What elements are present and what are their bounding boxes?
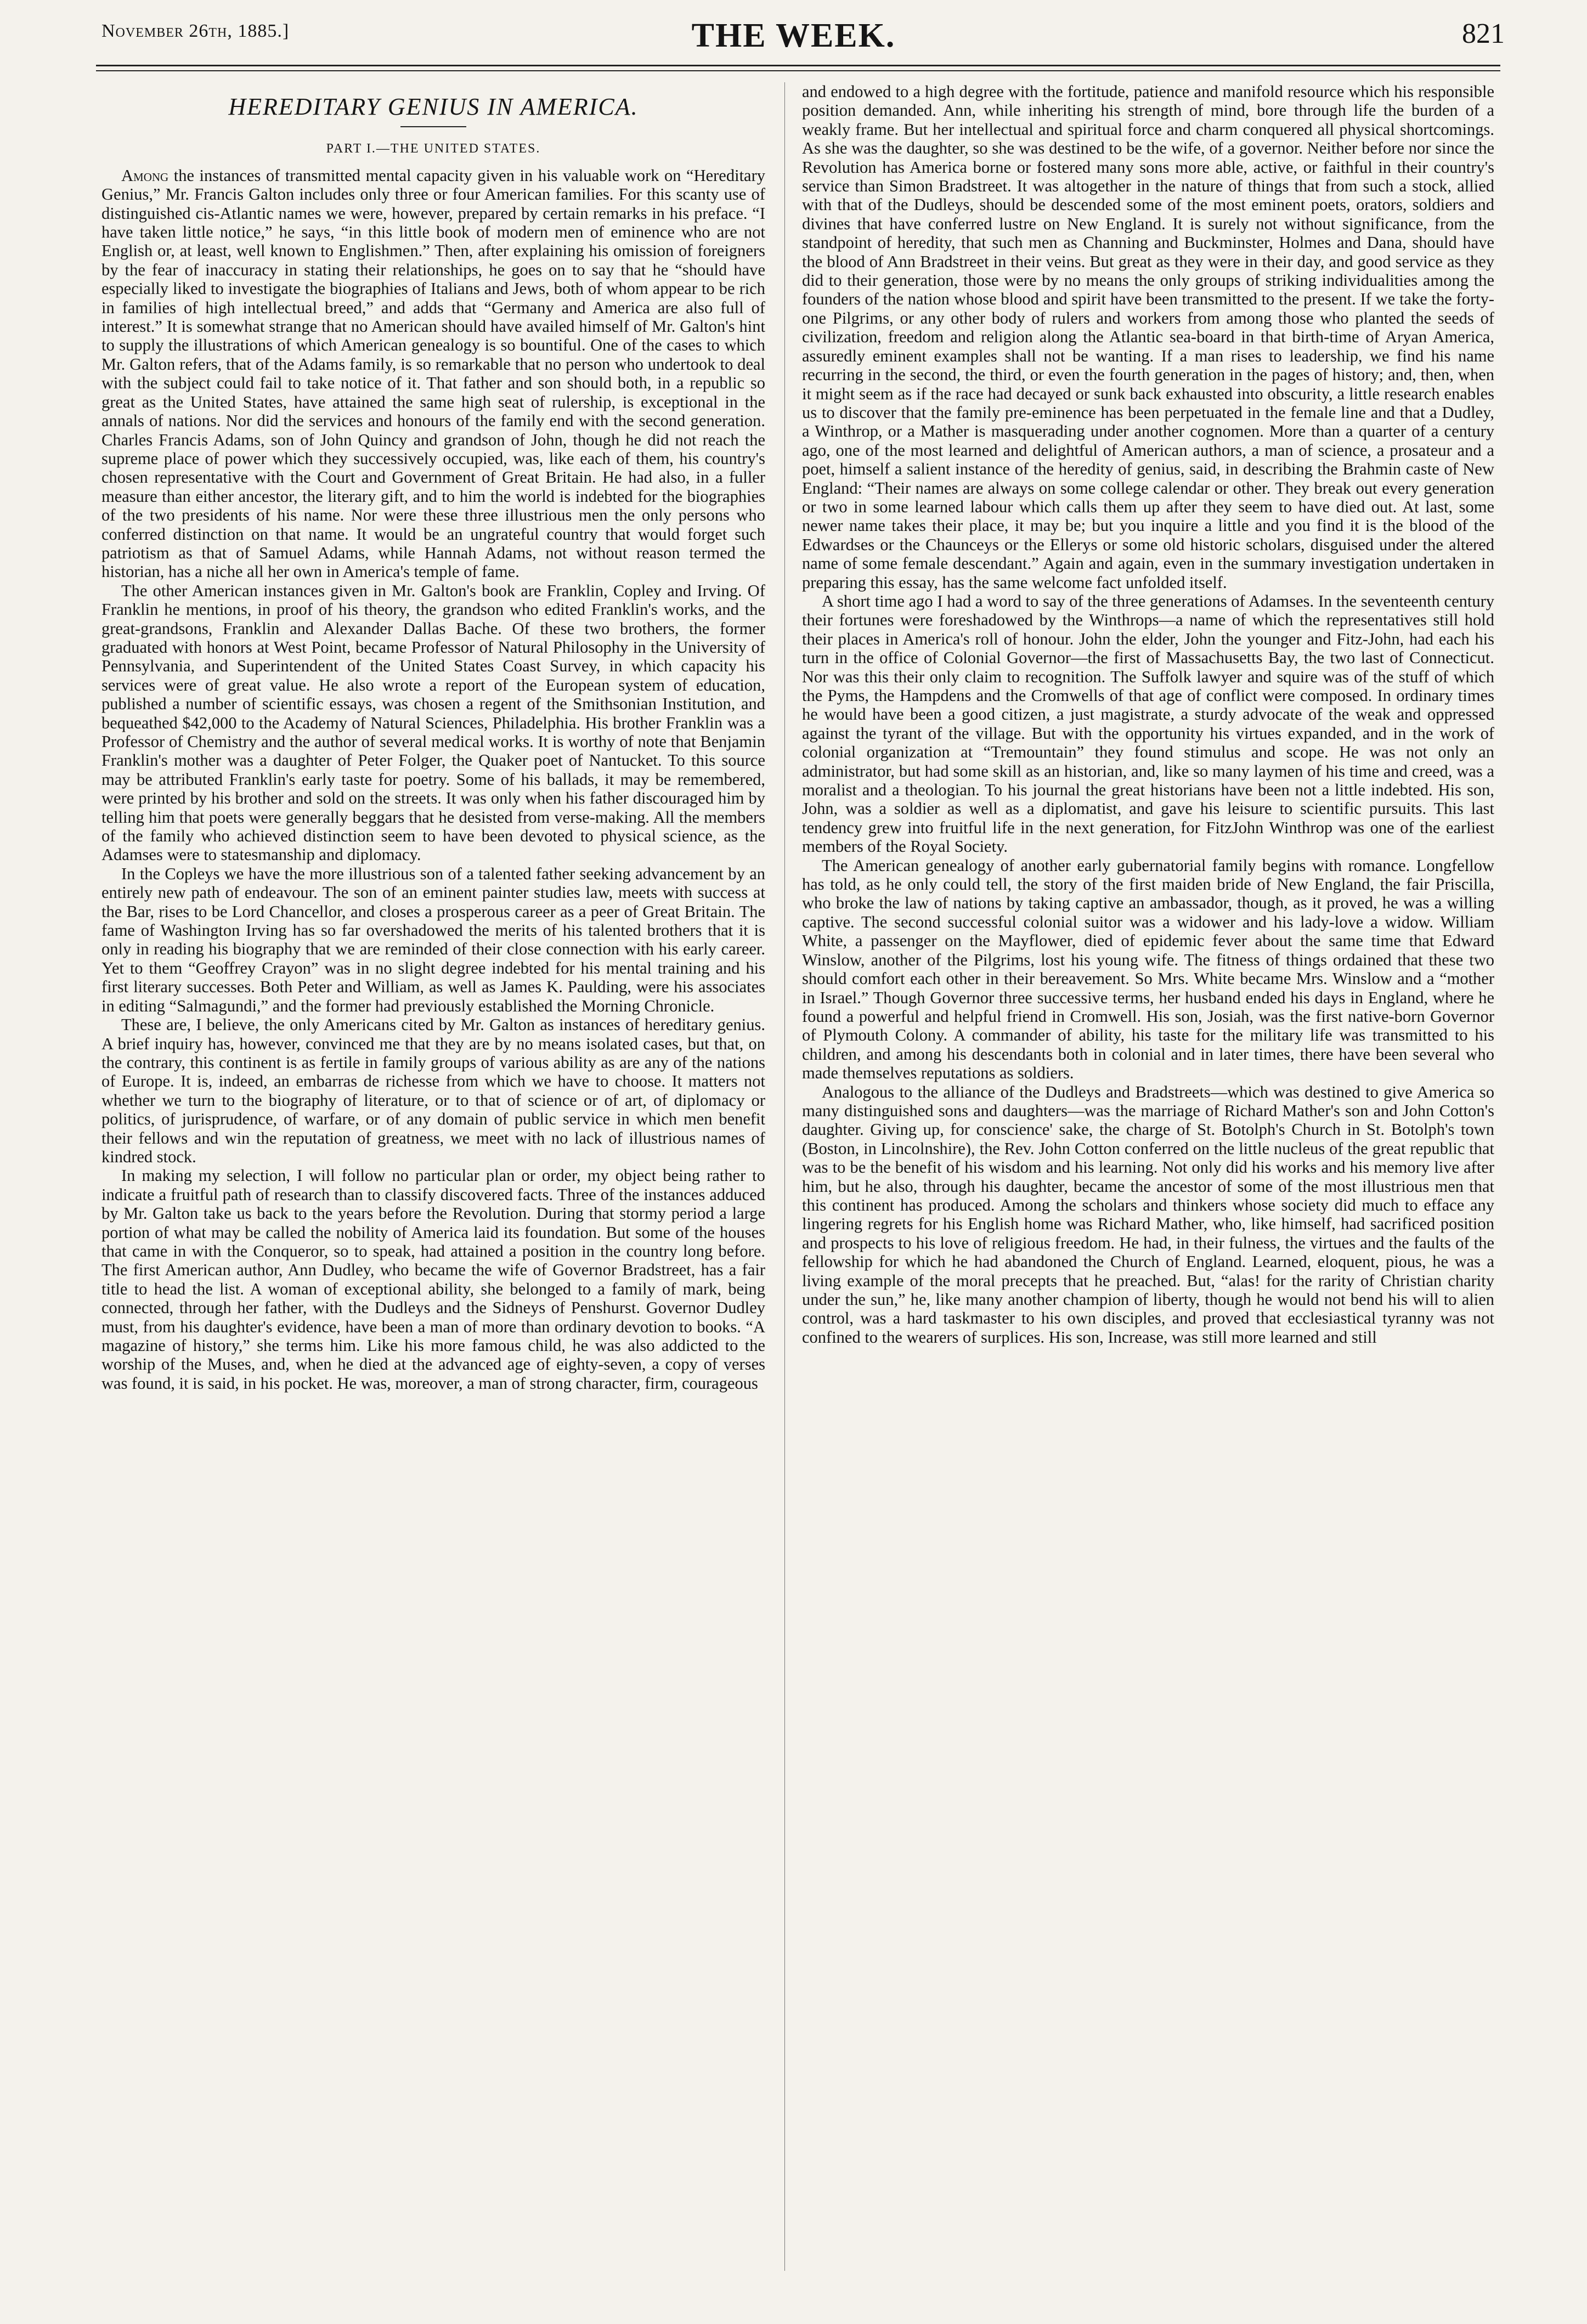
paragraph-text: the instances of transmitted mental capacity given in his valuable work on “Hereditary Genius,” Mr. Francis Galton includes only three or four American families. For this scanty use of distinguished cis-Atlantic names we were, however, prepared by certain remarks in his preface. “I have taken little notice,” he says, “in this little book of modern men of eminence who are not English or, at least, well known to Englishmen.” Then, after explaining his omission of foreigners by the fear of inaccuracy in stating their relationships, he goes on to say that he “should have especially liked to investigate the biographies of Italians and Jews, both of whom appear to be rich in families of high intellectual breed,” and adds that “Germany and America are also full of interest.” It is somewhat strange that no American should have availed himself of Mr. Galton's hint to supply the illustrations of which American genealogy is so bountiful. One of the cases to which Mr. Galton refers, that of the Adams family, is so remarkable that no person who undertook to deal with the subject could fail to take notice of it. That father and son should both, in a republic so great as the United States, have attained the same high seat of rulership, is exceptional in the annals of nations. Nor did the services and honours of the family end with the second generation. Charles Francis Adams, son of John Quincy and grandson of John, though he did not reach the supreme place of power which they successively occupied, was, like each of them, his country's chosen representative with the Court and Government of Great Britain. He had also, in a fuller measure than either ancestor, the literary gift, and to him the world is indebted for the biographies of the two presidents of his name. Nor were these three illustrious men the only persons who conferred distinction on that name. It would be an ungrateful country that would forget such patriotism as that of Samuel Adams, while Hannah Adams, not without reason termed the historian, has a niche all her own in America's temple of fame. [101,166,765,581]
article-paragraph [802,1083,1494,1347]
article-part-heading: PART I.—THE UNITED STATES. [326,142,541,156]
paragraph-text: A short time ago I had a word to say of the three generations of Adamses. In the seventeenth century their fortunes were foreshadowed by the Winthrops—a name of which the representatives still hold their places in America's roll of honour. John the elder, John the younger and Fitz-John, had each his turn in the office of Colonial Governor—the first of Massachusetts Bay, the two last of Connecticut. Nor was this their only claim to recognition. The Suffolk lawyer and squire was of the stuff of which the Pyms, the Hampdens and the Cromwells of that age of conflict were composed. In ordinary times he would have been a good citizen, a just magistrate, a sturdy advocate of the weak and oppressed against the tyrant of the village. But with the opportunity his virtues expanded, and in the work of colonial organization at “Tremountain” they found stimulus and scope. He was not only an administrator, but had some skill as an historian, and, like so many laymen of his time and creed, was a moralist and a theologian. To his journal the great historians have been not a little indebted. His son, John, was a soldier as well as a diplomatist, and gave his leisure to scientific pursuits. This last tendency grew into fruitful life in the next generation, for FitzJohn Winthrop was one of the earliest members of the Royal Society. [802,591,1494,856]
paragraph-lead-word: Among [121,166,169,185]
masthead-title: THE WEEK. [691,17,896,54]
article-paragraph [101,864,765,1015]
header-rule-thin [96,70,1500,71]
article-paragraph [101,1166,765,1393]
paragraph-text: These are, I believe, the only Americans cited by Mr. Galton as instances of hereditary genius. A brief inquiry has, however, convinced me that they are by no means isolated cases, but that, on the contrary, this continent is as fertile in family groups of various ability as are any of the nations of Europe. It is, indeed, an embarras de richesse from which we have to choose. It matters not whether we turn to the biography of literature, or to that of science or of art, of diplomacy or politics, of jurisprudence, of warfare, or of any domain of public service in which men benefit their fellows and win the reputation of greatness, we meet with no lack of illustrious names of kindred stock. [101,1015,765,1166]
article-paragraph [101,166,765,581]
article-paragraph [802,592,1494,856]
article-paragraph [101,1015,765,1166]
paragraph-text: The other American instances given in Mr. Galton's book are Franklin, Copley and Irving. Of Franklin he mentions, in proof of his theory, the grandson who edited Franklin's works, and the great-grandsons, Franklin and Alexander Dallas Bache. Of these two brothers, the former graduated with honors at West Point, became Professor of Natural Philosophy in the University of Pennsylvania, and Superintendent of the United States Coast Survey, in which capacity his services were of great value. He also wrote a report of the European system of education, published a number of scientific essays, was chosen a regent of the Smithsonian Institution, and bequeathed $42,000 to the Academy of Natural Sciences, Philadelphia. His brother Franklin was a Professor of Chemistry and the author of several medical works. It is worthy of note that Benjamin Franklin's mother was a daughter of Peter Folger, the Quaker poet of Nantucket. To this source may be attributed Franklin's early taste for poetry. Some of his ballads, it may be remembered, were printed by his brother and sold on the streets. It was only when his father discouraged him by telling him that poets were generally beggars that he desisted from verse-making. All the members of the family who achieved distinction seem to have been devoted to physical science, as the Adamses were to statesmanship and diplomacy. [101,581,765,864]
page-number: 821 [1462,18,1505,49]
issue-date: November 26th, 1885.] [101,21,290,41]
header-rule [96,65,1500,66]
column-divider [784,82,785,2271]
paragraph-text: In making my selection, I will follow no particular plan or order, my object being rather to indicate a fruitful path of research than to classify discovered facts. Three of the instances adduced by Mr. Galton take us back to the years before the Revolution. During that stormy period a large portion of what may be called the nobility of America laid its foundation. But some of the houses that came in with the Conqueror, so to speak, had attained a position in the country long before. The first American author, Ann Dudley, who became the wife of Governor Bradstreet, has a fair title to head the list. A woman of exceptional ability, she belonged to a family of mark, being connected, through her father, with the Dudleys and the Sidneys of Penshurst. Governor Dudley must, from his daughter's evidence, have been a man of more than ordinary devotion to books. “A magazine of history,” she terms him. Like his more famous child, he was also addicted to the worship of the Muses, and, when he died at the advanced age of eighty-seven, a copy of verses was found, it is said, in his pocket. He was, moreover, a man of strong character, firm, courageous [101,1166,765,1393]
article-title: HEREDITARY GENIUS IN AMERICA. [228,93,639,120]
paragraph-text: Analogous to the alliance of the Dudleys and Bradstreets—which was destined to give America so many distinguished sons and daughters—was the marriage of Richard Mather's son and John Cotton's daughter. Giving up, for conscience' sake, the charge of St. Botolph's Church in St. Botolph's town (Boston, in Lincolnshire), the Rev. John Cotton conferred on the little nucleus of the great republic that was to be the benefit of his wisdom and his learning. Not only did his works and his memory live after him, but he also, through his daughter, became the ancestor of some of the most illustrious men that this continent has produced. Among the scholars and thinkers whose society did much to efface any lingering regrets for his English home was Richard Mather, who, like himself, had sacrificed position and prospects to his love of religious freedom. He had, in their fulness, the virtues and the faults of the fellowship for which he had abandoned the Church of England. Learned, eloquent, pious, he was a living example of the moral precepts that he preached. But, “alas! for the rarity of Christian charity under the sun,” he, like many another champion of liberty, though he would not bend his will to alien control, was a hard taskmaster to his own disciples, and proved that ecclesiastical tyranny was not confined to the wearers of surplices. His son, Increase, was still more learned and still [802,1082,1494,1347]
left-column [101,82,765,2293]
paragraph-text: In the Copleys we have the more illustrious son of a talented father seeking advancement by an entirely new path of endeavour. The son of an eminent painter studies law, meets with success at the Bar, rises to be Lord Chancellor, and closes a prosperous career as a peer of Great Britain. The fame of Washington Irving has so far overshadowed the merits of his talented brothers that it is only in reading his biography that we are reminded of their close connection with his early career. Yet to them “Geoffrey Crayon” was in no slight degree indebted for his mental training and his first literary successes. Both Peter and William, as well as James K. Paulding, were his associates in editing “Salmagundi,” and the former had previously established the Morning Chronicle. [101,864,765,1015]
article-paragraph [101,581,765,864]
article-paragraph [802,856,1494,1083]
right-column [802,82,1494,2293]
paragraph-text: The American genealogy of another early gubernatorial family begins with romance. Longfellow has told, as he only could tell, the story of the first maiden bride of New England, the fair Priscilla, who broke the law of nations by taking captive an ambassador, though, as it proved, he was a willing captive. The second successful colonial suitor was a widower and his lady-love a widow. William White, a passenger on the Mayflower, died of epidemic fever about the same time that Edward Winslow, another of the Pilgrims, lost his young wife. The fitness of things ordained that these two should comfort each other in their bereavement. So Mrs. White became Mrs. Winslow and a “mother in Israel.” Though Governor three successive terms, her husband ended his days in England, where he found a powerful and helpful friend in Cromwell. His son, Josiah, was the first native-born Governor of Plymouth Colony. A commander of ability, his taste for the military life was transmitted to his children, and among his descendants both in colonial and in later times, there have been several who made themselves reputations as soldiers. [802,856,1494,1083]
left-column-body [101,166,765,1393]
paragraph-text: and endowed to a high degree with the fortitude, patience and manifold resource which his responsible position demanded. Ann, while inheriting his strength of mind, bore through life the burden of a weakly frame. But her intellectual and spiritual force and charm conquered all physical shortcomings. As she was the daughter, so she was destined to be the wife, of a governor. Neither before nor since the Revolution has America borne or fostered many sons more able, active, or faithful in their country's service than Simon Bradstreet. It was altogether in the nature of things that from such a stock, allied with that of the Dudleys, should be descended some of the most eminent poets, orators, soldiers and divines that have conferred lustre on New England. It is surely not without significance, from the standpoint of heredity, that such men as Channing and Buckminster, Holmes and Dana, should have the blood of Ann Bradstreet in their veins. But great as they were in their day, and good service as they did to their generation, those were by no means the only groups of striking individualities among the founders of the nation whose blood and spirit have been transmitted to the present. If we take the forty-one Pilgrims, or any other body of rulers and workers from among those who planted the seeds of civilization, freedom and religion along the Atlantic sea-board in that birth-time of Aryan America, assuredly eminent examples shall not be wanting. If a man rises to leadership, we find his name recurring in the second, the third, or even the fourth generation in the pages of history; and, then, when it might seem as if the race had decayed or sunk back exhausted into obscurity, a little research enables us to discover that the family pre-eminence has been perpetuated in the female line and that a Dudley, a Winthrop, or a Mather is masquerading under another cognomen. More than a quarter of a century ago, one of the most learned and delightful of American authors, a man of science, a prosateur and a poet, himself a salient instance of the heredity of genius, said, in describing the Brahmin caste of New England: “Their names are always on some college calendar or other. They break out every generation or two in some learned labour which calls them up after they seem to have died out. At last, some newer name takes their place, it may be; but you inquire a little and you find it is the blood of the Edwardses or the Chaunceys or the Ellerys or some old historic scholars, disguised under the altered name of some female descendant.” Again and again, even in the summary investigation undertaken in preparing this essay, has the same welcome fact unfolded itself. [802,82,1494,592]
title-rule [400,126,466,127]
article-paragraph [802,82,1494,592]
right-column-body [802,82,1494,1347]
